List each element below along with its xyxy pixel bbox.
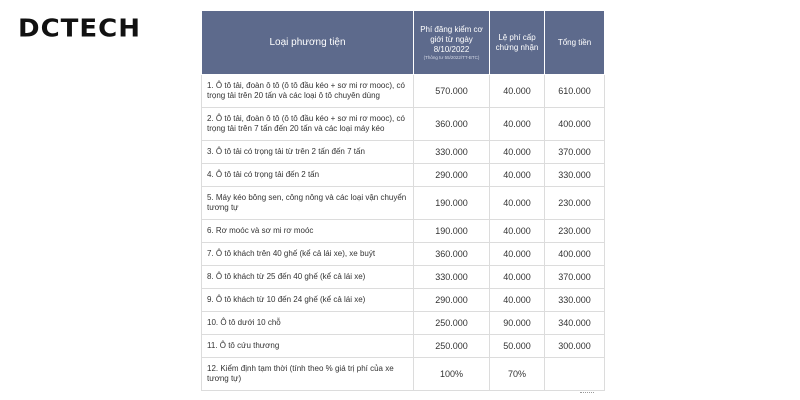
total-cell: 330.000 <box>545 289 605 312</box>
vehicle-cell: 9. Ô tô khách từ 10 đến 24 ghế (kể cả lái xe) <box>202 289 414 312</box>
fee-cell: 360.000 <box>414 108 490 141</box>
header-cert-fee <box>490 11 545 75</box>
header-total-label: Tổng tiền <box>557 37 592 47</box>
vehicle-cell: 1. Ô tô tải, đoàn ô tô (ô tô đầu kéo + sơ mi rơ mooc), có trọng tải trên 20 tấn và các loại ô tô chuyên dùng <box>202 75 414 108</box>
table-row <box>202 243 605 266</box>
logo: DCTECH <box>18 14 141 44</box>
cert-cell: 40.000 <box>490 164 545 187</box>
cert-cell: 40.000 <box>490 289 545 312</box>
fee-cell: 250.000 <box>414 312 490 335</box>
total-cell: 340.000 <box>545 312 605 335</box>
header-total <box>545 11 605 75</box>
table-row <box>202 358 605 391</box>
table-row <box>202 289 605 312</box>
header-inspection-fee-note: (Thông tư 55/2022/TT-BTC) <box>423 54 480 60</box>
fee-table <box>201 10 605 391</box>
vehicle-cell: 12. Kiểm định tạm thời (tính theo % giá trị phí của xe tương tự) <box>202 358 414 391</box>
header-inspection-fee <box>414 11 490 75</box>
header-vehicle: Loại phương tiện <box>202 11 414 75</box>
header-inspection-fee-label: Phí đăng kiểm cơ giới từ ngày 8/10/2022 <box>420 24 483 54</box>
total-cell: 230.000 <box>545 187 605 220</box>
vehicle-cell: 7. Ô tô khách trên 40 ghế (kể cả lái xe), xe buýt <box>202 243 414 266</box>
vehicle-cell: 8. Ô tô khách từ 25 đến 40 ghế (kể cả lái xe) <box>202 266 414 289</box>
vehicle-cell: 4. Ô tô tải có trọng tải đến 2 tấn <box>202 164 414 187</box>
cert-cell: 40.000 <box>490 187 545 220</box>
vehicle-cell: 10. Ô tô dưới 10 chỗ <box>202 312 414 335</box>
header-cert-fee-label: Lệ phí cấp chứng nhận <box>495 32 539 52</box>
cert-cell: 40.000 <box>490 243 545 266</box>
cert-cell: 70% <box>490 358 545 391</box>
total-cell: 330.000 <box>545 164 605 187</box>
vehicle-cell: 5. Máy kéo bông sen, công nông và các loại vận chuyển tương tự <box>202 187 414 220</box>
table-row <box>202 266 605 289</box>
cert-cell: 40.000 <box>490 75 545 108</box>
table-row <box>202 335 605 358</box>
cert-cell: 40.000 <box>490 220 545 243</box>
total-cell: 370.000 <box>545 266 605 289</box>
table-row <box>202 220 605 243</box>
fee-cell: 190.000 <box>414 220 490 243</box>
fee-cell: 330.000 <box>414 141 490 164</box>
vehicle-cell: 2. Ô tô tải, đoàn ô tô (ô tô đầu kéo + sơ mi rơ mooc), có trọng tải trên 7 tấn đến 20 tấn và các loại máy kéo <box>202 108 414 141</box>
fee-cell: 570.000 <box>414 75 490 108</box>
header-row <box>202 11 605 75</box>
vehicle-cell: 6. Rơ moóc và sơ mi rơ moóc <box>202 220 414 243</box>
total-cell: 400.000 <box>545 108 605 141</box>
cert-cell: 40.000 <box>490 108 545 141</box>
table-row <box>202 187 605 220</box>
table-row <box>202 108 605 141</box>
vehicle-cell: 11. Ô tô cứu thương <box>202 335 414 358</box>
vehicle-cell: 3. Ô tô tải có trọng tải từ trên 2 tấn đến 7 tấn <box>202 141 414 164</box>
cert-cell: 90.000 <box>490 312 545 335</box>
table-row <box>202 75 605 108</box>
total-cell: 370.000 <box>545 141 605 164</box>
total-cell: 400.000 <box>545 243 605 266</box>
total-cell: 610.000 <box>545 75 605 108</box>
total-cell: 230.000 <box>545 220 605 243</box>
cert-cell: 40.000 <box>490 141 545 164</box>
fee-cell: 290.000 <box>414 289 490 312</box>
fee-cell: 100% <box>414 358 490 391</box>
total-cell: 300.000 <box>545 335 605 358</box>
table-row <box>202 164 605 187</box>
cert-cell: 40.000 <box>490 266 545 289</box>
fee-cell: 360.000 <box>414 243 490 266</box>
table-row <box>202 312 605 335</box>
cert-cell: 50.000 <box>490 335 545 358</box>
table-row <box>202 141 605 164</box>
fee-cell: 190.000 <box>414 187 490 220</box>
decorative-dots <box>580 392 594 395</box>
total-cell <box>545 358 605 391</box>
fee-cell: 250.000 <box>414 335 490 358</box>
fee-cell: 330.000 <box>414 266 490 289</box>
fee-cell: 290.000 <box>414 164 490 187</box>
